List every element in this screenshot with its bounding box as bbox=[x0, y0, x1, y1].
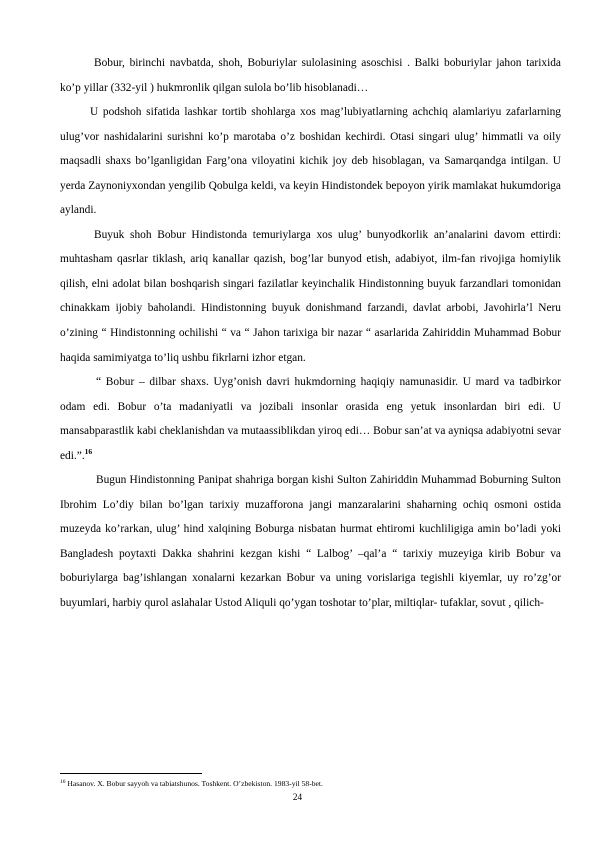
paragraph-3: Buyuk shoh Bobur Hindistonda temuriylarga xos ulug’ bunyodkorlik an’analarini davom ettirdi: muhtasham qasrlar tiklash, ariq kanallar qazish, bog’lar bunyod etish, adabiyot, ilm-fan rivojiga homiylik qilish, elni adolat bilan boshqarish singari fazilatlar keyinchalik Hindistonning buyuk farzandlari tomonidan chinakkam ijobiy baholandi. Hindistonning buyuk donishmand farzandi, davlat arbobi, Javohirla’l Neru o’zining “ Hindistonning ochilishi “ va “ Jahon tarixiga bir nazar “ asarlarida Zahiriddin Muhammad Bobur haqida samimiyatga to’liq ushbu fikrlarni izhor etgan. bbox=[60, 228, 561, 364]
paragraph-2: U podshoh sifatida lashkar tortib shohlarga xos mag’lubiyatlarning achchiq alamlariyu zafarlarning ulug’vor nashidalarini surishni ko’p marotaba o’z boshidan kechirdi. Otasi singari ulug’ himmatli va oily maqsadli shaxs bo’lganligidan Farg’ona viloyatini kichik joy deb hisoblagan, va Samarqandga intilgan. U yerda Zaynoniyxondan yengilib Qobulga keldi, va keyin Hindistondek bepoyon yirik mamlakat hukumdoriga aylandi. bbox=[60, 106, 561, 217]
footnote bbox=[60, 777, 560, 789]
paragraph-1: Bobur, birinchi navbatda, shoh, Boburiylar sulolasining asoschisi . Balki boburiylar jahon tarixida ko’p yillar (332-yil ) hukmronlik qilgan sulola bo’lib hisoblanadi… bbox=[60, 57, 561, 94]
footnote-divider bbox=[60, 773, 202, 774]
footnote-number: 16 bbox=[60, 779, 66, 785]
paragraph-4-quote bbox=[60, 370, 561, 468]
page-body bbox=[60, 51, 561, 616]
paragraph-5: Bugun Hindistonning Panipat shahriga borgan kishi Sulton Zahiriddin Muhammad Boburning Sulton Ibrohim Lo’diy bilan bo’lgan tarixiy muzafforona jangi manzaralarini shaharning ochiq osmoni ostida muzeyda ko’rarkan, ulug’ hind xalqining Boburga nisbatan hurmat ehtiromi kuchliligiga amin bo’ladi yoki Bangladesh poytaxti Dakka shahrini kezgan kishi “ Lalbog’ –qal’a “ tarixiy muzeyiga kirib Bobur va boburiylarga bag’ishlangan xonalarni kezarkan Bobur va uning vorislariga tegishli kiyemlar, uy ro’zg’or buyumlari, harbiy qurol aslahalar Ustod Aliquli qo’ygan toshotar to’plar, miltiqlar- tufaklar, sovut , qilich- bbox=[60, 474, 561, 610]
footnote-reference[interactable]: 16 bbox=[84, 446, 93, 456]
footnote-text: Hasanov. X. Bobur sayyoh va tabiatshunos. Toshkent. O’zbekiston. 1983-yil 58-bet. bbox=[65, 779, 323, 788]
page-number: 24 bbox=[292, 792, 303, 802]
quote-text: “ Bobur – dilbar shaxs. Uyg’onish davri hukmdorning haqiqiy namunasidir. U mard va tadbirkor odam edi. Bobur o’ta madaniyatli va jozibali insonlar orasida eng yetuk insonlardan biri edi. U mansabparastlik kabi cheklanishdan va mutaassiblikdan yiroq edi… Bobur san’at va ayniqsa adabiyotni sevar edi.”. bbox=[60, 376, 561, 462]
